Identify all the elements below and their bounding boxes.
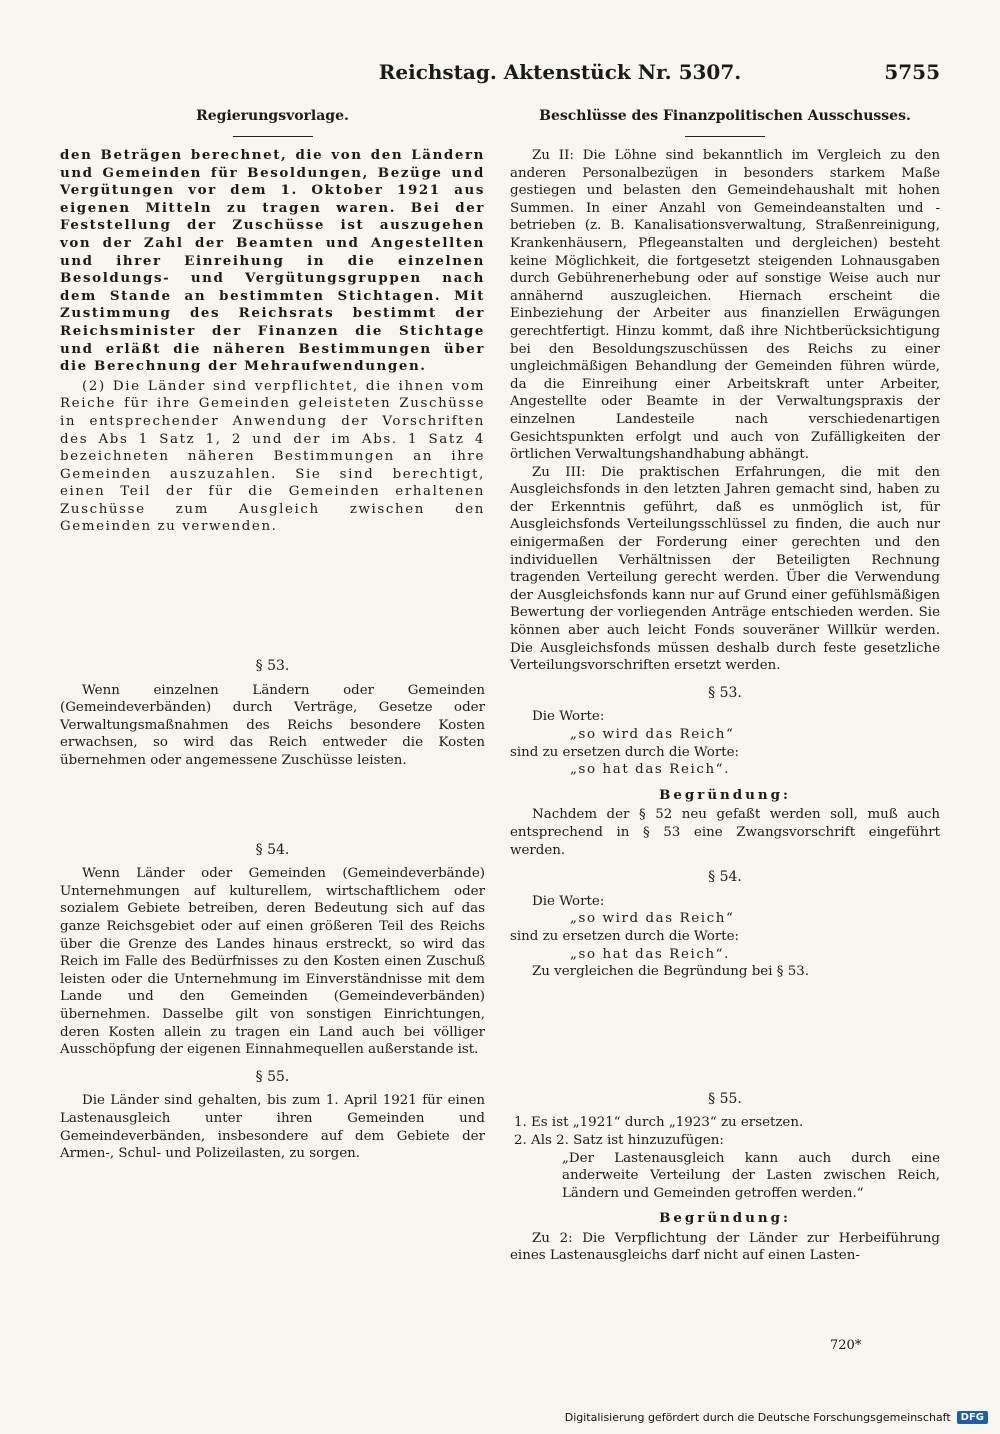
right-column <box>510 108 940 1265</box>
right-begruendung-2-heading: Begründung: <box>659 1210 791 1227</box>
right-section-53-line-2: „so wird das Reich“ <box>570 727 735 742</box>
right-section-55-item-2: 2. Als 2. Satz ist hinzuzufügen: <box>514 1132 724 1148</box>
right-section-54-line-5: Zu vergleichen die Begründung bei § 53. <box>532 964 810 980</box>
spacer <box>60 536 485 648</box>
heading-rule <box>233 136 313 137</box>
right-section-53-line-4: „so hat das Reich“. <box>570 762 730 778</box>
heading-rule <box>685 136 765 137</box>
page-header <box>60 60 940 90</box>
left-paragraph-2: (2) Die Länder sind verpflichtet, die ihnen vom Reiche für ihre Gemeinden geleisteten Zuschüsse in entsprechender Anwendung der Vorschriften des Abs 1 Satz 1, 2 und der im Abs. 1 Satz 4 bezeichneten näheren Bestimmungen an ihre Gemeinden auszuzahlen. Sie sind berechtigt, einen Teil der für die Gemeinden erhaltenen Zuschüsse zum Ausgleich zwischen den Gemeinden zu verwenden. <box>60 378 485 535</box>
right-column-heading: Beschlüsse des Finanzpolitischen Ausschusses. <box>539 108 911 124</box>
digitization-footer <box>565 1411 988 1424</box>
right-section-53-line-1: Die Worte: <box>532 709 605 725</box>
left-section-53-heading: § 53. <box>255 658 290 675</box>
spacer <box>60 770 485 832</box>
right-section-54-line-4: „so hat das Reich“. <box>570 946 730 962</box>
right-section-53-line-3: sind zu ersetzen durch die Worte: <box>510 744 740 760</box>
right-section-55-quote: „Der Lastenausgleich kann auch durch eine anderweite Verteilung der Lasten zwischen Reich, Ländern und Gemeinden getroffen werden.“ <box>562 1150 940 1201</box>
left-column-heading: Regierungsvorlage. <box>196 108 349 124</box>
left-section-53-text: Wenn einzelnen Ländern oder Gemeinden (Gemeindeverbänden) durch Verträge, Gesetze oder Verwaltungsmaßnahmen des Reichs besondere Kosten erwachsen, so wird das Reich entweder die Kosten übernehmen oder angemessene Zuschüsse leisten. <box>60 682 485 769</box>
right-section-55-item-1: 1. Es ist „1921“ durch „1923“ zu ersetzen. <box>514 1115 804 1131</box>
right-zu-3-paragraph: Zu III: Die praktischen Erfahrungen, die mit den Ausgleichsfonds in den letzten Jahren gemacht sind, haben zu der Erkenntnis geführt, daß es unmöglich ist, für Ausgleichsfonds Verteilungsschlüssel zu finden, die auch nur einigermaßen der Forderung einer gerechten und den individuellen Verhältnissen der Beteiligten Rechnung tragenden Verteilung gerecht werden. Über die Verwendung der Ausgleichsfonds kann nur auf Grund einer gefühlsmäßigen Bewertung der vorliegenden Anträge entschieden werden. Sie können aber auch leicht Fonds souveräner Willkür werden. Die Ausgleichsfonds müssen deshalb durch feste gesetzliche Verteilungsvorschriften ersetzt werden. <box>510 464 940 674</box>
left-section-55-text: Die Länder sind gehalten, bis zum 1. April 1921 für einen Lastenausgleich unter ihren Gemeinden und Gemeindeverbänden, insbesondere auf dem Gebiete der Armen-, Schul- und Polizeilasten, zu sorgen. <box>60 1093 485 1162</box>
left-intro-paragraph: den Beträgen berechnet, die von den Ländern und Gemeinden für Besoldungen, Bezüge und Vergütungen vor dem 1. Oktober 1921 aus eigenen Mitteln zu tragen waren. Bei der Feststellung der Zuschüsse ist auszugehen von der Zahl der Beamten und Angestellten und ihrer Einreihung in die einzelnen Besoldungs- und Vergütungsgruppen nach dem Stande an bestimmten Stichtagen. Mit Zustimmung des Reichsrats bestimmt der Reichsminister der Finanzen die Stichtage und erläßt die näheren Bestimmungen über die Berechnung der Mehraufwendungen. <box>60 147 485 375</box>
right-section-54-line-1: Die Worte: <box>532 893 605 909</box>
left-section-55-heading: § 55. <box>255 1068 290 1085</box>
spacer <box>510 981 940 1081</box>
right-section-54-heading: § 54. <box>708 869 742 886</box>
dfg-logo: DFG <box>957 1411 988 1424</box>
right-begruendung-1-heading: Begründung: <box>659 786 791 803</box>
right-begruendung-1-text: Nachdem der § 52 neu gefaßt werden soll, muß auch entsprechend in § 53 eine Zwangsvorschrift eingeführt werden. <box>510 807 940 858</box>
left-section-54-text: Wenn Länder oder Gemeinden (Gemeindeverbände) Unternehmungen auf kulturellem, wirtschaftlichem oder sozialem Gebiete betreiben, deren Bedeutung sich auf das ganze Reichsgebiet oder auf einen größeren Teil des Reichs über die Grenze des Landes hinaus erstreckt, so wird das Reich im Falle des Bedürfnisses zu den Kosten einen Zuschuß leisten oder die Unternehmung im Einverständnisse mit dem Lande und den Gemeinden (Gemeindeverbänden) übernehmen. Dasselbe gilt von sonstigen Einrichtungen, deren Kosten allein zu tragen ein Land auch bei völliger Ausschöpfung der eigenen Einnahmequellen außerstande ist. <box>60 866 485 1058</box>
right-section-54-line-2: „so wird das Reich“ <box>570 911 735 927</box>
left-column <box>60 108 485 1163</box>
footer-text: Digitalisierung gefördert durch die Deutsche Forschungsgemeinschaft <box>564 1411 951 1424</box>
right-section-54-line-3: sind zu ersetzen durch die Worte: <box>510 928 740 944</box>
left-section-54-heading: § 54. <box>255 841 290 858</box>
printer-signature: 720* <box>830 1338 862 1353</box>
header-title: Reichstag. Aktenstück Nr. 5307. <box>378 60 742 84</box>
page-number: 5755 <box>884 60 940 84</box>
right-section-55-heading: § 55. <box>708 1090 742 1107</box>
right-zu-2-paragraph: Zu II: Die Löhne sind bekanntlich im Vergleich zu den anderen Personalbezügen in besonders starkem Maße gestiegen und belasten den Gemeindehaushalt mit hohen Summen. In einer Anzahl von Gemeindeanstalten und -betrieben (z. B. Kanalisationsverwaltung, Straßenreinigung, Krankenhäusern, Pflegeanstalten und dergleichen) besteht keine Möglichkeit, die fortgesetzt steigenden Lohnausgaben durch Gebührenerhebung oder auf sonstige Weise auch nur annähernd auszugleichen. Hiernach erscheint die Einbeziehung der Arbeiter aus finanziellen Erwägungen gerechtfertigt. Hinzu kommt, daß ihre Nichtberücksichtigung bei den Besoldungszuschüssen des Reichs zu einer ungleichmäßigen Behandlung der Gemeinden führen würde, da die Einreihung einer Arbeitskraft unter Arbeiter, Angestellte oder Beamte in der Verwaltungspraxis der einzelnen Landesteile nach verschiedenartigen Gesichtspunkten erfolgt und auch von Zufälligkeiten der örtlichen Verwaltungshandhabung abhängt. <box>510 148 940 463</box>
right-begruendung-2-text: Zu 2: Die Verpflichtung der Länder zur Herbeiführung eines Lastenausgleichs darf nicht auf einen Lasten- <box>510 1230 940 1264</box>
right-section-53-heading: § 53. <box>708 684 742 701</box>
